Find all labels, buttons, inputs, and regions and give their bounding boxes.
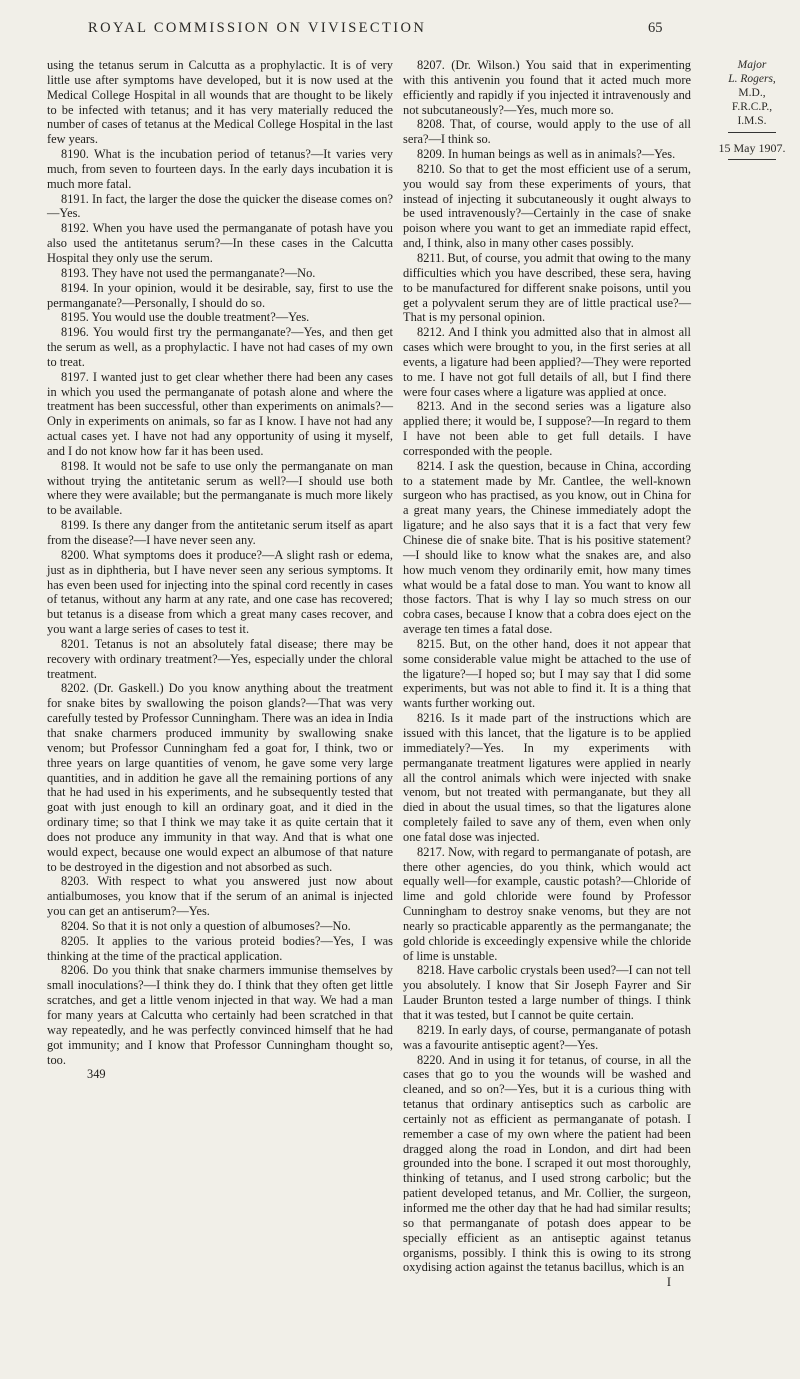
witness-margin-note bbox=[712, 58, 792, 160]
paragraph-8196: 8196. You would first try the permanganate?—Yes, and then get the serum as well, as a prophylactic. I have not had cases of my own to treat. bbox=[47, 325, 393, 369]
witness-degree: M.D., bbox=[738, 87, 766, 99]
paragraph-8220: 8220. And in using it for tetanus, of course, in all the cases that go to you the wounds will be washed and cleaned, and so on?—Yes, but it is a curious thing with tetanus that ordinary antiseptics such as carbolic are certainly not as efficient as permanganate of potash. I remember a case of my own where the patient had been dragged along the road in London, and dirt had been grounded into the bone. I scraped it out most thoroughly, thinking of tetanus, and I used strong carbolic; but the patient developed tetanus, and Mr. Collier, the surgeon, informed me the other day that he had had similar results; so that permanganate of potash does appear to be specially efficient as an antiseptic against tetanus organisms, possibly. I think this is owing to its strong oxydising action against the tetanus bacillus, which is an bbox=[403, 1052, 691, 1275]
paragraph-8195: 8195. You would use the double treatment?—Yes. bbox=[61, 310, 310, 325]
paragraph-8200: 8200. What symptoms does it produce?—A slight rash or edema, just as in diphtheria, but I have never seen any serious symptoms. It has even been used for injecting into the spinal cord recently in cases of tetanus, without any harm at any rate, and one case has recovered; but tetanus is a disease from which a great many cases recover, and you want a large series of cases to test it. bbox=[47, 547, 393, 637]
running-header bbox=[88, 20, 663, 37]
paragraph: using the tetanus serum in Calcutta as a prophylactic. It is of very little use after symptoms have developed, but it is now used at the Medical College Hospital in all wounds that are thought to be likely to be infected with tetanus; and it has very materially reduced the number of cases of tetanus at the Medical College Hospital in the last few years. bbox=[47, 58, 393, 147]
paragraph-8206: 8206. Do you think that snake charmers immunise themselves by small inoculations?—I think they do. I think that they often get little scratches, and get a little venom injected in that way. We had a man for many years at Calcutta who certainly had been scratched in that way repeatedly, and he was perfectly convinced himself that he had got immunity; and I know that Professor Cunningham thought so, too. bbox=[47, 963, 393, 1067]
catchword: I bbox=[666, 1275, 671, 1290]
paragraph-8194: 8194. In your opinion, would it be desirable, say, first to use the permanganate?—Personally, I should do so. bbox=[47, 280, 393, 310]
paragraph-8203: 8203. With respect to what you answered just now about antialbumoses, you know that if the serum of an animal is injected you can get an antiserum?—Yes. bbox=[47, 874, 393, 919]
paragraph-8219: 8219. In early days, of course, permanganate of potash was a favourite antiseptic agent?—Yes. bbox=[403, 1022, 691, 1052]
paragraph-8202: 8202. (Dr. Gaskell.) Do you know anything about the treatment for snake bites by swallowing the poison glands?—That was very carefully tested by Professor Cunningham. There was an idea in India that snake charmers produced immunity by swallowing snake venom; but Professor Cunningham fed a goat for, I think, two or three years on large quantities of venom, he gave some very large quantities, and in addition he gave all the remaining portions of any that he had used in his experiments, and he subsequently tested that goat with just enough to kill an ordinary goat, and it died in the ordinary time; so that I think we may take it as quite certain that it does not produce any immunity in that way. And that is what one would expect, because one would expect an albumose of that nature to be destroyed in the digestion and not absorbed as such. bbox=[47, 681, 393, 874]
witness-date: 15 May 1907. bbox=[718, 141, 786, 155]
paragraph-8205: 8205. It applies to the various proteid bodies?—Yes, I was thinking at the time of the practical application. bbox=[47, 933, 393, 963]
paragraph-8204: 8204. So that it is not only a question of albumoses?—No. bbox=[61, 918, 351, 933]
paragraph-8217: 8217. Now, with regard to permanganate of potash, are there other agencies, do you think, which would act equally well—for example, caustic potash?—Chloride of lime and gold chloride were found by Professor Cunningham to destroy snake venoms, but they are not nearly so practicable apparently as the permanganate; the gold chloride is exceedingly expensive while the chloride of lime is unstable. bbox=[403, 844, 691, 963]
paragraph-8212: 8212. And I think you admitted also that in almost all cases which were brought to you, in the first series at all events, a ligature had been applied?—They were reported to me. I have not got full details of all, but I find there were four cases where a ligature was applied at once. bbox=[403, 325, 691, 399]
paragraph-8218: 8218. Have carbolic crystals been used?—I can not tell you absolutely. I know that Sir Joseph Fayrer and Sir Lauder Brunton tested a large number of things. I think that it was tested, but I cannot be quite certain. bbox=[403, 963, 691, 1022]
paragraph-8211: 8211. But, of course, you admit that owing to the many difficulties which you have described, these sera, having to be manufactured for different snake poisons, until you get a polyvalent serum they are of little practical use?—That is my personal opinion. bbox=[403, 250, 691, 325]
paragraph-8209: 8209. In human beings as well as in animals?—Yes. bbox=[417, 147, 676, 162]
witness-rank: Major bbox=[737, 59, 767, 71]
right-column bbox=[403, 58, 691, 1290]
paragraph-8210: 8210. So that to get the most efficient use of a serum, you would say from these experiments of yours, that instead of injecting it subcutaneously it ought always to be used intravenously?—Certainly in the case of snake poison where you want to get an immediate rapid effect, and, I think, also in many other cases possibly. bbox=[403, 161, 691, 251]
paragraph-8214: 8214. I ask the question, because in China, according to a statement made by Mr. Cantlee, the well-known surgeon who has practised, as you know, out in China for a great many years, the Chinese immediately adopt the ligature; and he also says that it is a fact that very few Chinese die of snake bite. That is his positive statement?—I should like to know what the snakes are, and also how much venom they ordinarily emit, how many times what would be a fatal dose to man. You want to know all those factors. That is why I lay so much stress on our cobra cases, because I know that a cobra does eject on the average ten times a fatal dose. bbox=[403, 458, 691, 637]
paragraph-8199: 8199. Is there any danger from the antitetanic serum itself as apart from the disease?—I have never seen any. bbox=[47, 518, 393, 547]
witness-degree: F.R.C.P., bbox=[731, 101, 773, 113]
paragraph-8208: 8208. That, of course, would apply to the use of all sera?—I think so. bbox=[403, 117, 691, 147]
folio-number: 349 bbox=[87, 1067, 106, 1082]
divider bbox=[728, 132, 776, 133]
paragraph-8191: 8191. In fact, the larger the dose the quicker the disease comes on?—Yes. bbox=[47, 191, 393, 221]
paragraph-8215: 8215. But, on the other hand, does it not appear that some considerable value might be attached to the use of the ligature?—I hoped so; but I may say that I did some experiments, but was not able to find it. It is a thing that wants further working out. bbox=[403, 636, 691, 711]
witness-name: L. Rogers, bbox=[728, 73, 776, 85]
paragraph-8213: 8213. And in the second series was a ligature also applied there; it would be, I suppose?—In regard to them I have not been able to get full details. I have corresponded with the people. bbox=[403, 399, 691, 458]
paragraph-8198: 8198. It would not be safe to use only the permanganate on man without trying the antitetanic serum as well?—I should use both where they were available; but the permanganate is much more likely to be available. bbox=[47, 458, 393, 518]
paragraph-8201: 8201. Tetanus is not an absolutely fatal disease; there may be recovery with ordinary treatment?—Yes, especially under the chloral treatment. bbox=[47, 636, 393, 681]
paragraph-8192: 8192. When you have used the permanganate of potash have you also used the antitetanus serum?—In these cases in the Calcutta Hospital they only use the serum. bbox=[47, 221, 393, 265]
left-column bbox=[47, 58, 393, 1082]
divider bbox=[728, 159, 776, 160]
witness-degree: I.M.S. bbox=[737, 115, 767, 127]
paragraph-8207: 8207. (Dr. Wilson.) You said that in experimenting with this antivenin you found that it acted much more efficiently and rapidly if you injected it intravenously and not subcutaneously?—Yes, much more so. bbox=[403, 58, 691, 117]
page-number: 65 bbox=[648, 20, 663, 36]
paragraph-8197: 8197. I wanted just to get clear whether there had been any cases in which you used the permanganate of potash alone and where the treatment has been successful, other than experiments on animals?—Only in experiments on animals, so far as I know. I have not had any actual cases yet. I have not had any opportunity of using it myself, and I do not know how far it has been used. bbox=[47, 369, 393, 458]
paragraph-8190: 8190. What is the incubation period of tetanus?—It varies very much, from seven to fourteen days. In the early days incubation it is much more fatal. bbox=[47, 147, 393, 191]
running-title: ROYAL COMMISSION ON VIVISECTION bbox=[88, 20, 427, 36]
paragraph-8193: 8193. They have not used the permanganate?—No. bbox=[61, 265, 316, 280]
paragraph-8216: 8216. Is it made part of the instructions which are issued with this lancet, that the ligature is to be applied immediately?—Yes. In my experiments with permanganate treatment ligatures were applied in nearly all the control animals which were injected with snake venom, but not treated with permanganate, but they all died in about the usual times, so that the ligatures alone completely failed to save any of them, even when only one fatal dose was injected. bbox=[403, 711, 691, 844]
